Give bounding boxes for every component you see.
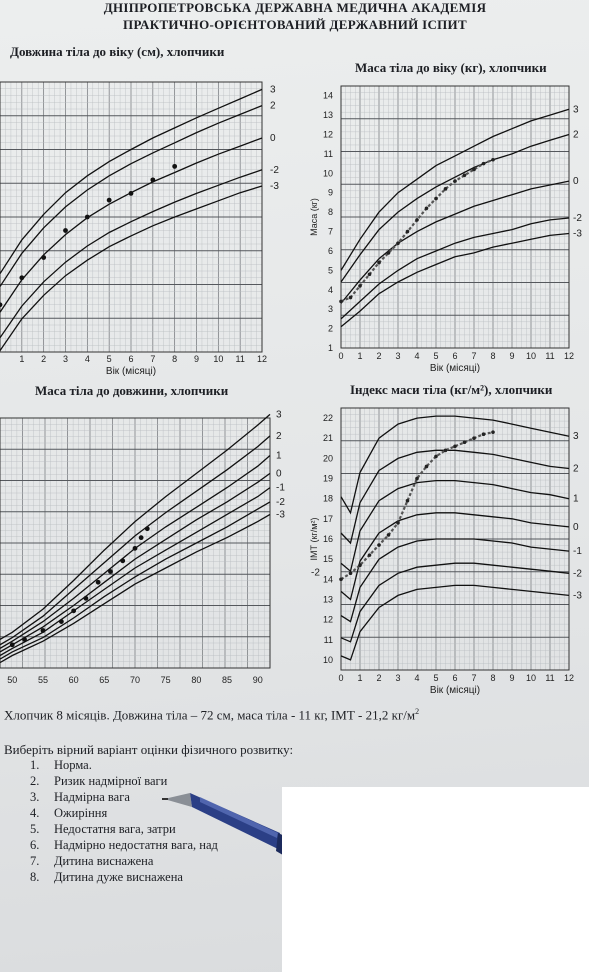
data-point	[358, 284, 362, 288]
data-point	[172, 164, 177, 169]
case-description: Хлопчик 8 місяців. Довжина тіла – 72 см, маса тіла - 11 кг, ІМТ - 21,2 $кг/м^2$	[4, 707, 420, 723]
data-point	[482, 162, 486, 166]
option-text: Надмірна вага	[54, 790, 130, 804]
weight-for-age-chart	[305, 76, 589, 376]
weight-for-length-chart	[0, 398, 295, 693]
x-tick-label: 11	[235, 354, 245, 364]
y-tick-label: 8	[327, 207, 333, 218]
data-point	[85, 215, 90, 220]
zscore-label: 2	[276, 430, 282, 442]
option-number: 6.	[30, 838, 40, 852]
y-tick-label: 15	[322, 554, 333, 565]
x-tick-label: 80	[191, 675, 202, 685]
data-point	[41, 255, 46, 260]
x-tick-label: 5	[433, 351, 439, 361]
zscore-label: 0	[573, 521, 579, 533]
y-tick-label: 21	[322, 433, 333, 444]
x-tick-label: 10	[525, 673, 537, 683]
data-point	[472, 436, 476, 440]
length-for-age-chart	[0, 62, 290, 382]
data-point	[150, 177, 155, 182]
data-point	[19, 275, 24, 280]
data-point	[491, 430, 495, 434]
option-text: Ризик надмірної ваги	[54, 774, 168, 788]
option-text: Ожиріння	[54, 806, 108, 820]
redaction-box	[282, 787, 589, 972]
chart1-title: Довжина тіла до віку (см), хлопчики	[10, 44, 225, 59]
chart3-title: Маса тіла до довжини, хлопчики	[35, 383, 229, 398]
data-point	[387, 533, 391, 537]
y-tick-label: 22	[322, 413, 333, 424]
y-tick-label: 3	[327, 304, 333, 315]
x-tick-label: 11	[545, 351, 555, 361]
zscore-label: 0	[276, 468, 282, 480]
data-point	[463, 173, 467, 177]
zscore-label: 3	[276, 409, 282, 421]
option-number: 2.	[30, 774, 40, 788]
y-tick-label: 2	[327, 323, 333, 334]
data-point	[96, 580, 101, 585]
zscore-label: 0	[270, 133, 276, 145]
y-axis-label: ІМТ (кг/м²)	[309, 517, 319, 561]
data-point	[22, 637, 27, 642]
x-tick-label: 3	[62, 354, 69, 364]
x-tick-label: 11	[545, 673, 555, 683]
x-axis-label: Вік (місяці)	[429, 363, 481, 374]
data-point	[107, 198, 112, 203]
data-point	[425, 206, 429, 210]
x-tick-label: 10	[525, 351, 537, 361]
x-tick-label: 8	[172, 354, 178, 364]
x-tick-label: 8	[490, 351, 496, 361]
y-tick-label: 4	[327, 284, 333, 295]
data-point	[71, 608, 76, 613]
x-tick-label: 50	[7, 675, 18, 685]
x-tick-label: 1	[357, 351, 363, 361]
option-number: 8.	[30, 870, 40, 884]
y-tick-label: 14	[322, 90, 333, 101]
data-point	[482, 432, 486, 436]
x-tick-label: 0	[338, 351, 344, 361]
x-tick-label: 70	[129, 675, 141, 685]
data-point	[0, 302, 2, 307]
y-tick-label: 6	[327, 245, 333, 256]
zscore-label: -2	[573, 568, 582, 580]
data-point	[339, 300, 343, 304]
x-tick-label: 60	[68, 675, 79, 685]
zscore-label: 3	[270, 84, 276, 96]
data-point	[463, 440, 467, 444]
x-tick-label: 4	[414, 673, 420, 683]
data-point	[349, 571, 353, 575]
y-tick-label: 12	[322, 614, 333, 625]
x-tick-label: 2	[376, 673, 382, 683]
x-tick-label: 7	[471, 673, 477, 683]
data-point	[406, 499, 410, 503]
zscore-label: -3	[270, 180, 279, 192]
zscore-label: 2	[573, 463, 579, 475]
y-tick-label: 12	[322, 129, 333, 140]
y-axis-label: Маса (кг)	[309, 198, 319, 236]
data-point	[368, 553, 372, 557]
x-tick-label: 6	[452, 351, 458, 361]
option-number: 7.	[30, 854, 40, 868]
option-text: Надмірно недостатня вага, над	[54, 838, 218, 852]
data-point	[84, 596, 89, 601]
y-tick-label: 19	[322, 473, 333, 484]
zscore-label: 1	[573, 493, 579, 505]
data-point	[453, 444, 457, 448]
x-tick-label: 85	[222, 675, 233, 685]
zscore-label: -1	[573, 546, 582, 558]
option-number: 4.	[30, 806, 40, 820]
x-tick-label: 2	[376, 351, 382, 361]
data-point	[145, 526, 150, 531]
x-tick-label: 8	[490, 673, 496, 683]
data-point	[415, 218, 419, 222]
x-tick-label: 9	[509, 673, 515, 683]
data-point	[415, 477, 419, 481]
zscore-label: 3	[573, 431, 579, 443]
x-tick-label: 9	[509, 351, 515, 361]
x-tick-label: 55	[37, 675, 48, 685]
chart4-title: Індекс маси тіла (кг/м²), хлопчики	[350, 382, 553, 397]
data-point	[387, 251, 391, 255]
data-point	[129, 191, 134, 196]
zscore-label: -1	[276, 482, 285, 494]
x-tick-label: 3	[395, 351, 401, 361]
data-point	[444, 449, 448, 453]
data-point	[434, 197, 438, 201]
option-text: Дитина виснажена	[54, 854, 154, 868]
option-text: Норма.	[54, 758, 92, 772]
data-point	[453, 179, 457, 183]
data-point	[339, 578, 343, 582]
x-tick-label: 6	[452, 673, 458, 683]
x-tick-label: 1	[19, 354, 25, 364]
data-point	[425, 465, 429, 469]
y-tick-label: 16	[322, 534, 333, 544]
x-tick-label: 12	[563, 673, 575, 683]
x-tick-label: 7	[150, 354, 156, 364]
data-point	[377, 543, 381, 547]
x-tick-label: 12	[256, 354, 268, 364]
y-tick-label: 9	[327, 187, 333, 198]
x-tick-label: 3	[395, 673, 401, 683]
zscore-label: -2	[573, 212, 582, 224]
header-line-1: ДНІПРОПЕТРОВСЬКА ДЕРЖАВНА МЕДИЧНА АКАДЕМІЯ	[103, 0, 487, 15]
data-point	[10, 642, 15, 647]
zscore-label: 2	[573, 129, 579, 141]
data-point	[358, 563, 362, 567]
x-tick-label: 75	[160, 675, 171, 685]
bmi-for-age-chart	[305, 398, 589, 698]
zscore-label: 2	[270, 100, 276, 112]
data-point	[133, 546, 138, 551]
data-point	[139, 535, 144, 540]
pen-image	[160, 785, 300, 875]
x-tick-label: 7	[471, 351, 477, 361]
zscore-label: 1	[276, 450, 282, 462]
question-text: Виберіть вірний варіант оцінки фізичного розвитку:	[4, 742, 294, 757]
zscore-label: -3	[276, 509, 285, 521]
data-point	[396, 241, 400, 245]
x-tick-label: 6	[128, 354, 134, 364]
x-tick-label: 9	[193, 354, 200, 364]
x-tick-label: 2	[41, 354, 47, 364]
chart2-title: Маса тіла до віку (кг), хлопчики	[355, 60, 547, 75]
y-tick-label: 7	[327, 226, 333, 237]
zscore-label: 3	[573, 104, 579, 116]
y-tick-label: 11	[323, 148, 333, 159]
data-point	[472, 168, 476, 172]
zscore-label: -3	[573, 228, 582, 240]
option-text: Недостатня вага, затри	[54, 822, 176, 836]
option-text: Дитина дуже виснажена	[54, 870, 183, 884]
option-number: 3.	[30, 790, 40, 804]
x-tick-label: 10	[213, 354, 224, 364]
y-tick-label: 1	[327, 343, 333, 353]
data-point	[406, 230, 410, 234]
chart-grid	[0, 418, 270, 668]
zscore-left-label: -2	[311, 567, 320, 579]
x-tick-label: 4	[84, 354, 90, 364]
y-tick-label: 13	[322, 594, 333, 605]
data-point	[120, 558, 125, 563]
x-tick-label: 65	[99, 675, 110, 685]
y-tick-label: 18	[322, 493, 333, 504]
zscore-label: -3	[573, 590, 582, 602]
x-tick-label: 5	[106, 354, 112, 364]
y-tick-label: 13	[322, 110, 333, 121]
data-point	[396, 521, 400, 525]
data-point	[108, 569, 113, 574]
data-point	[63, 228, 68, 233]
y-tick-label: 20	[322, 453, 333, 464]
x-tick-label: 1	[357, 673, 363, 683]
data-point	[434, 455, 438, 459]
x-tick-label: 12	[563, 351, 575, 361]
chart-grid	[0, 82, 262, 352]
answer-option[interactable]	[30, 758, 218, 774]
data-point	[59, 619, 64, 624]
x-tick-label: 0	[338, 673, 344, 683]
x-tick-label: 90	[252, 675, 263, 685]
option-number: 1.	[30, 758, 40, 772]
data-point	[41, 628, 46, 633]
y-tick-label: 14	[322, 574, 333, 585]
zscore-label: 0	[573, 176, 579, 188]
data-point	[349, 296, 353, 300]
x-axis-label: Вік (місяці)	[105, 366, 157, 377]
data-point	[444, 187, 448, 191]
y-tick-label: 10	[322, 168, 333, 179]
header-line-2: ПРАКТИЧНО-ОРІЄНТОВАНИЙ ДЕРЖАВНИЙ ІСПИТ	[123, 17, 467, 32]
x-tick-label: 5	[433, 673, 439, 683]
x-axis-label: Вік (місяці)	[429, 685, 481, 696]
y-tick-label: 17	[322, 513, 333, 524]
y-tick-label: 10	[322, 654, 333, 665]
data-point	[368, 272, 372, 276]
zscore-label: -2	[270, 164, 279, 176]
x-tick-label: 4	[414, 351, 420, 361]
y-tick-label: 11	[323, 634, 333, 645]
zscore-label: -2	[276, 496, 285, 508]
y-tick-label: 5	[327, 265, 333, 276]
data-point	[377, 261, 381, 265]
option-number: 5.	[30, 822, 40, 836]
data-point	[491, 158, 495, 162]
